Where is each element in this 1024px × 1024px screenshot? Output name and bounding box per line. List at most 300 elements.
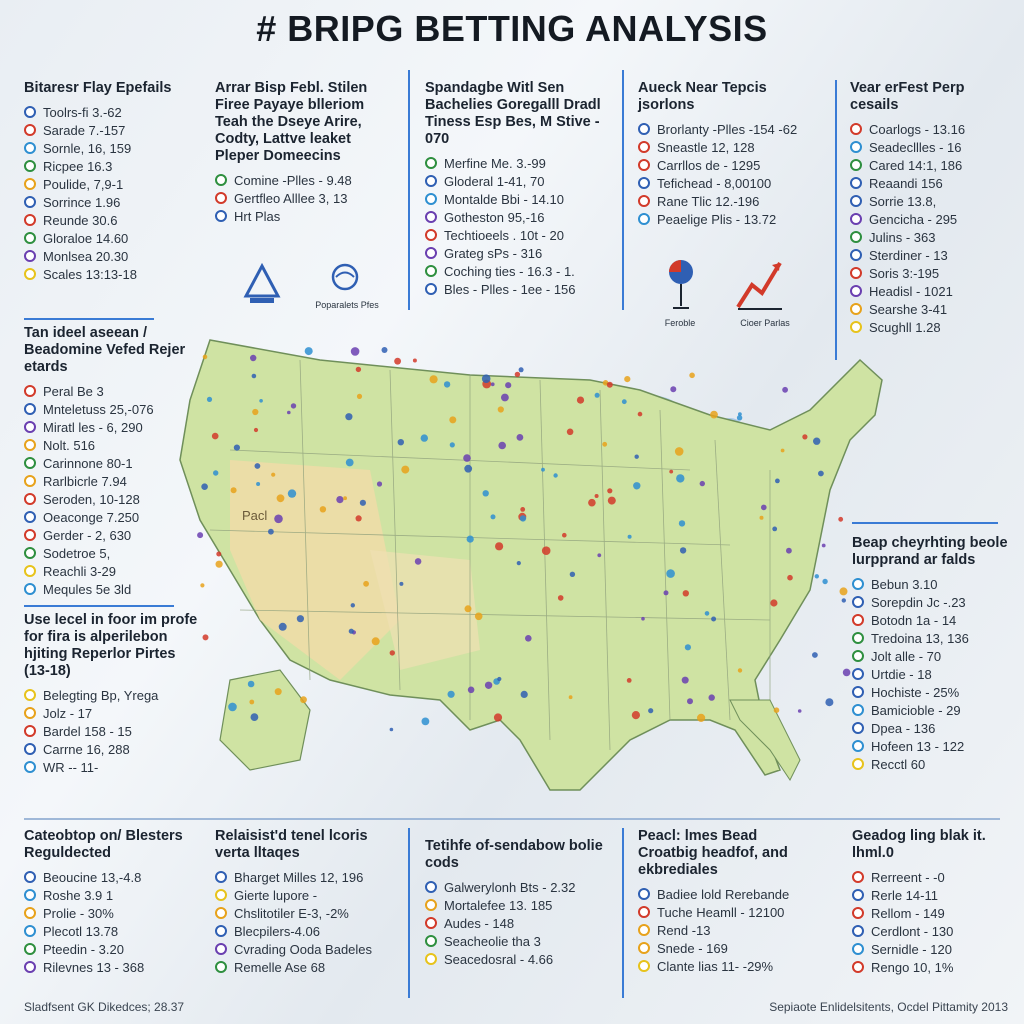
- bullet-icon: [425, 917, 437, 929]
- map-marker: [357, 394, 362, 399]
- bullet-icon: [24, 421, 36, 433]
- map-marker: [464, 465, 472, 473]
- footer-left: Sladfsent GK Dikedces; 28.37: [24, 1000, 185, 1014]
- bullet-icon: [852, 925, 864, 937]
- map-marker: [197, 532, 203, 538]
- legend-item-label: Roshe 3.9 1: [43, 887, 114, 903]
- bullet-icon: [638, 942, 650, 954]
- bullet-icon: [638, 906, 650, 918]
- bullet-icon: [215, 174, 227, 186]
- panel-title: Geadog ling blak it. lhml.0: [852, 828, 986, 861]
- panel-related-trend: [215, 828, 395, 976]
- legend-item: [425, 208, 605, 226]
- map-marker: [737, 415, 742, 420]
- legend-item: [24, 121, 189, 139]
- map-marker: [203, 355, 208, 360]
- map-marker: [682, 677, 689, 684]
- map-marker: [632, 711, 640, 719]
- legend-item: [215, 868, 395, 886]
- map-marker: [287, 411, 291, 415]
- bullet-icon: [852, 907, 864, 919]
- map-marker: [519, 367, 524, 372]
- bullet-icon: [24, 493, 36, 505]
- legend-item-label: Jolz - 17: [43, 705, 93, 721]
- map-marker: [213, 470, 218, 475]
- map-marker: [521, 691, 528, 698]
- map-marker: [468, 687, 475, 694]
- legend-item: [850, 246, 1015, 264]
- map-marker: [770, 599, 777, 606]
- bullet-icon: [24, 232, 36, 244]
- divider: [24, 818, 1000, 820]
- legend-item: [24, 436, 194, 454]
- legend-item: [425, 244, 605, 262]
- legend-item-label: Toolrs-fi 3.-62: [43, 104, 122, 120]
- map-marker: [569, 695, 573, 699]
- legend-list: [215, 868, 395, 976]
- bullet-icon: [24, 196, 36, 208]
- legend-item: [638, 210, 823, 228]
- legend-item-label: Sernidle - 120: [871, 941, 952, 957]
- bullet-icon: [850, 249, 862, 261]
- map-marker: [602, 442, 607, 447]
- legend-item: [850, 300, 1015, 318]
- map-marker: [401, 466, 409, 474]
- legend-list: [638, 885, 818, 975]
- bullet-icon: [850, 285, 862, 297]
- legend-item: [638, 885, 818, 903]
- divider: [408, 70, 410, 310]
- bullet-icon: [852, 871, 864, 883]
- bullet-icon: [24, 943, 36, 955]
- legend-item-label: Plecotl 13.78: [43, 923, 119, 939]
- legend-item: [852, 922, 1017, 940]
- bullet-icon: [638, 141, 650, 153]
- bullet-icon: [24, 385, 36, 397]
- bullet-icon: [24, 511, 36, 523]
- legend-item-label: Belegting Bp, Yrega: [43, 687, 159, 703]
- legend-item: [852, 958, 1017, 976]
- legend-item-label: Soris 3:-195: [869, 265, 940, 281]
- bullet-icon: [215, 192, 227, 204]
- map-marker: [588, 499, 596, 507]
- legend-item: [638, 957, 818, 975]
- wine-glass-icon: [664, 258, 698, 318]
- map-marker: [597, 553, 601, 557]
- bullet-icon: [425, 247, 437, 259]
- legend-item: [24, 175, 189, 193]
- legend-item: [852, 940, 1017, 958]
- map-marker: [274, 515, 283, 524]
- legend-item-label: Galwerylonh Bts - 2.32: [444, 879, 576, 895]
- legend-item: [24, 580, 194, 598]
- divider: [622, 828, 624, 998]
- map-marker: [421, 434, 428, 441]
- map-marker: [843, 669, 851, 677]
- arrow-chart-icon: [732, 255, 788, 315]
- legend-item-label: Coarlogs - 13.16: [869, 121, 966, 137]
- map-marker: [422, 718, 430, 726]
- map-marker: [228, 703, 237, 712]
- map-marker: [483, 490, 489, 496]
- legend-list: [850, 120, 1015, 336]
- map-marker: [382, 347, 388, 353]
- map-marker: [494, 713, 502, 721]
- map-marker: [491, 514, 496, 519]
- legend-item-label: Sodetroe 5,: [43, 545, 111, 561]
- bullet-icon: [24, 403, 36, 415]
- bullet-icon: [425, 229, 437, 241]
- map-marker: [497, 677, 501, 681]
- map-marker: [700, 481, 705, 486]
- legend-list: [24, 382, 194, 598]
- legend-item-label: Mnteletuss 25,-076: [43, 401, 154, 417]
- bullet-icon: [215, 961, 227, 973]
- map-marker: [822, 579, 827, 584]
- panel-peach-lines: [638, 828, 818, 975]
- legend-item-label: Ricpee 16.3: [43, 158, 113, 174]
- map-marker: [517, 434, 524, 441]
- legend-item-label: Scales 13:13-18: [43, 266, 137, 282]
- legend-item-label: Chslitotiler E-3, -2%: [234, 905, 349, 921]
- legend-item-label: Gloraloe 14.60: [43, 230, 129, 246]
- bullet-icon: [850, 213, 862, 225]
- panel-title: Peacl: lmes Bead Croatbig headfof, and ekbrediales: [638, 828, 788, 878]
- legend-item-label: Carinnone 80-1: [43, 455, 133, 471]
- map-marker: [231, 487, 237, 493]
- bullet-icon: [850, 195, 862, 207]
- footer-right: Sepiaote Enlidelsitents, Ocdel Pittamity 2013: [769, 1000, 1008, 1014]
- legend-item-label: Reunde 30.6: [43, 212, 118, 228]
- panel-team-ideal: [24, 325, 194, 598]
- legend-item: [215, 904, 395, 922]
- map-marker: [567, 429, 574, 436]
- map-marker: [254, 428, 258, 432]
- legend-list: [852, 868, 1017, 976]
- legend-item: [24, 157, 189, 175]
- page-title: # BRIPG BETTING ANALYSIS: [256, 8, 768, 49]
- map-marker: [525, 635, 532, 642]
- legend-item-label: Mortalefee 13. 185: [444, 897, 553, 913]
- map-marker: [415, 558, 422, 565]
- map-marker: [251, 713, 259, 721]
- legend-item-label: Urtdie - 18: [871, 666, 932, 682]
- legend-item: [425, 878, 605, 896]
- legend-item: [850, 210, 1015, 228]
- legend-item-label: Rarlbicrle 7.94: [43, 473, 127, 489]
- legend-item: [638, 921, 818, 939]
- panel-year-forecast: [850, 80, 1015, 336]
- legend-item-label: Bardel 158 - 15: [43, 723, 132, 739]
- map-marker: [710, 411, 718, 419]
- map-marker: [216, 561, 223, 568]
- map-marker: [666, 569, 675, 578]
- map-marker: [498, 442, 506, 450]
- bullet-icon: [24, 439, 36, 451]
- map-marker: [356, 367, 361, 372]
- legend-item-label: Seroden, 10-128: [43, 491, 140, 507]
- legend-item-label: Headisl - 1021: [869, 283, 953, 299]
- map-marker: [255, 463, 261, 469]
- bullet-icon: [425, 175, 437, 187]
- divider: [835, 80, 837, 360]
- map-marker: [398, 439, 404, 445]
- map-marker: [448, 691, 455, 698]
- panel-tetihfe: [425, 838, 605, 968]
- map-marker: [705, 611, 710, 616]
- bullet-icon: [24, 547, 36, 559]
- legend-item-label: Bles - Plles - 1ee - 156: [444, 281, 576, 297]
- bullet-icon: [24, 475, 36, 487]
- map-marker: [300, 696, 307, 703]
- legend-item: [638, 192, 823, 210]
- legend-item-label: Brorlanty -Plles -154 -62: [657, 121, 798, 137]
- map-marker: [689, 373, 695, 379]
- legend-item-label: Sorepdin Jc -.23: [871, 594, 966, 610]
- map-marker: [259, 399, 263, 403]
- legend-item-label: Rengo 10, 1%: [871, 959, 954, 975]
- map-marker: [635, 455, 639, 459]
- map-marker: [216, 552, 221, 557]
- bullet-icon: [24, 907, 36, 919]
- legend-item: [425, 914, 605, 932]
- legend-item-label: Bebun 3.10: [871, 576, 938, 592]
- bullet-icon: [24, 707, 36, 719]
- map-marker: [356, 515, 362, 521]
- map-marker: [252, 374, 257, 379]
- ball-icon-caption: Poparalets Pfes: [315, 300, 379, 310]
- map-marker: [813, 438, 820, 445]
- map-marker: [346, 459, 354, 467]
- map-marker: [465, 605, 472, 612]
- legend-item: [24, 490, 194, 508]
- legend-item: [425, 190, 605, 208]
- legend-item-label: Snede - 169: [657, 940, 728, 956]
- map-marker: [520, 515, 526, 521]
- bullet-icon: [24, 761, 36, 773]
- alaska: [220, 670, 310, 770]
- map-marker: [781, 449, 785, 453]
- us-map: [170, 320, 910, 800]
- legend-item-label: Sorrince 1.96: [43, 194, 121, 210]
- map-marker: [501, 394, 509, 402]
- map-region-label: Pacl: [242, 508, 268, 523]
- map-marker: [394, 358, 401, 365]
- bullet-icon: [215, 871, 227, 883]
- map-marker: [711, 617, 716, 622]
- bullet-icon: [24, 160, 36, 172]
- legend-item-label: Rerreent - -0: [871, 869, 945, 885]
- legend-item-label: Tefichead - 8,00100: [657, 175, 772, 191]
- legend-item: [24, 886, 194, 904]
- map-marker: [842, 598, 846, 602]
- legend-item-label: Rerle 14-11: [871, 887, 938, 903]
- legend-item-label: Rend -13: [657, 922, 711, 938]
- map-marker: [622, 399, 627, 404]
- legend-item-label: Seacedosral - 4.66: [444, 951, 554, 967]
- map-marker: [343, 496, 347, 500]
- panel-title: Relaisist'd tenel lcoris verta lltaqes: [215, 828, 368, 861]
- legend-item-label: Cerdlont - 130: [871, 923, 954, 939]
- map-marker: [627, 678, 632, 683]
- legend-item-label: Techtioeels . 10t - 20: [444, 227, 564, 243]
- panel-spread-bets: [425, 80, 605, 298]
- legend-item-label: Oeaconge 7.250: [43, 509, 140, 525]
- map-marker: [505, 382, 511, 388]
- map-marker: [248, 681, 255, 688]
- legend-item: [24, 211, 189, 229]
- map-marker: [738, 668, 742, 672]
- panel-title: Tan ideel aseean / Beadomine Vefed Rejer etards: [24, 325, 186, 375]
- legend-list: [24, 868, 194, 976]
- legend-item-label: Sneastle 12, 128: [657, 139, 755, 155]
- panel-category: [24, 828, 194, 976]
- bullet-icon: [850, 231, 862, 243]
- bullet-icon: [425, 899, 437, 911]
- map-marker: [679, 520, 685, 526]
- legend-item-label: Carrllos de - 1295: [657, 157, 761, 173]
- legend-item: [852, 886, 1017, 904]
- map-marker: [802, 434, 807, 439]
- legend-item-label: Comine -Plles - 9.48: [234, 172, 352, 188]
- legend-item: [24, 418, 194, 436]
- legend-item-label: Pteedin - 3.20: [43, 941, 124, 957]
- map-marker: [825, 698, 833, 706]
- map-marker: [288, 489, 296, 497]
- legend-item: [24, 544, 194, 562]
- legend-item: [24, 868, 194, 886]
- map-marker: [607, 488, 612, 493]
- legend-item: [425, 280, 605, 298]
- legend-item: [425, 172, 605, 190]
- legend-item-label: Remelle Ase 68: [234, 959, 326, 975]
- legend-item-label: Peral Be 3: [43, 383, 104, 399]
- bullet-icon: [215, 889, 227, 901]
- bullet-icon: [24, 268, 36, 280]
- legend-item-label: Badiee lold Rerebande: [657, 886, 790, 902]
- legend-item-label: Reaandi 156: [869, 175, 943, 191]
- map-marker: [249, 700, 254, 705]
- legend-item-label: Rane Tlic 12.-196: [657, 193, 760, 209]
- legend-item-label: Rilevnes 13 - 368: [43, 959, 145, 975]
- legend-item-label: WR -- 11-: [43, 759, 99, 775]
- legend-item: [638, 174, 823, 192]
- panel-title: Bitaresr Flay Epefails: [24, 80, 172, 96]
- legend-item: [850, 174, 1015, 192]
- legend-list: [425, 878, 605, 968]
- map-marker: [250, 355, 256, 361]
- map-marker: [360, 500, 366, 506]
- panel-player-props: [215, 80, 395, 225]
- bullet-icon: [850, 141, 862, 153]
- map-marker: [275, 688, 282, 695]
- map-marker: [787, 575, 793, 581]
- bullet-icon: [215, 943, 227, 955]
- bullet-icon: [24, 925, 36, 937]
- map-marker: [664, 590, 669, 595]
- bullet-icon: [425, 211, 437, 223]
- map-marker: [372, 637, 380, 645]
- divider: [622, 70, 624, 310]
- map-marker: [595, 494, 599, 498]
- legend-item-label: Seacheolie tha 3: [444, 933, 541, 949]
- legend-item: [638, 903, 818, 921]
- map-marker: [669, 470, 673, 474]
- map-marker: [680, 547, 686, 553]
- map-marker: [838, 517, 843, 522]
- panel-player-details: [24, 80, 189, 283]
- map-marker: [815, 574, 819, 578]
- bullet-icon: [24, 106, 36, 118]
- map-marker: [345, 413, 352, 420]
- divider: [24, 318, 154, 320]
- legend-item: [638, 138, 823, 156]
- bullet-icon: [24, 142, 36, 154]
- legend-item: [638, 156, 823, 174]
- bullet-icon: [850, 267, 862, 279]
- legend-item-label: Sorrie 13.8,: [869, 193, 937, 209]
- map-marker: [291, 403, 296, 408]
- map-marker: [697, 714, 705, 722]
- legend-item-label: Julins - 363: [869, 229, 936, 245]
- map-marker: [577, 397, 584, 404]
- legend-item-label: Gencicha - 295: [869, 211, 958, 227]
- ball-icon: [330, 262, 360, 292]
- legend-item-label: Merfine Me. 3.-99: [444, 155, 546, 171]
- legend-item: [425, 226, 605, 244]
- map-marker: [782, 387, 788, 393]
- bullet-icon: [852, 961, 864, 973]
- bullet-icon: [850, 159, 862, 171]
- legend-item-label: Tredoina 13, 136: [871, 630, 969, 646]
- legend-item: [215, 886, 395, 904]
- panel-title: Use lecel in foor im profe for fira is alperilebon hjiting Reperlor Pirtes (13-18): [24, 612, 198, 679]
- map-marker: [467, 536, 474, 543]
- map-marker: [760, 516, 764, 520]
- map-marker: [687, 698, 693, 704]
- legend-item: [425, 950, 605, 968]
- bullet-icon: [215, 210, 227, 222]
- map-marker: [641, 617, 645, 621]
- map-marker: [450, 442, 455, 447]
- panel-title: Aueck Near Tepcis jsorlons: [638, 80, 767, 113]
- legend-item-label: Peaelige Plis - 13.72: [657, 211, 777, 227]
- legend-item: [638, 120, 823, 138]
- arrow-chart-caption: Cioer Parlas: [740, 318, 790, 328]
- legend-item-label: Hrt Plas: [234, 208, 281, 224]
- map-marker: [670, 386, 676, 392]
- bullet-icon: [24, 457, 36, 469]
- map-marker: [786, 548, 792, 554]
- legend-list: [638, 120, 823, 228]
- map-marker: [485, 682, 492, 689]
- map-marker: [212, 433, 219, 440]
- map-marker: [761, 505, 767, 511]
- map-marker: [444, 381, 450, 387]
- map-marker: [818, 471, 824, 477]
- legend-item: [24, 229, 189, 247]
- legend-item: [215, 207, 395, 225]
- map-marker: [517, 561, 521, 565]
- legend-item-label: Montalde Bbi - 14.10: [444, 191, 564, 207]
- legend-item-label: Beoucine 13,-4.8: [43, 869, 142, 885]
- map-marker: [772, 527, 777, 532]
- legend-item: [24, 526, 194, 544]
- bullet-icon: [638, 960, 650, 972]
- legend-item: [425, 262, 605, 280]
- map-marker: [498, 406, 504, 412]
- legend-item-label: Scughll 1.28: [869, 319, 941, 335]
